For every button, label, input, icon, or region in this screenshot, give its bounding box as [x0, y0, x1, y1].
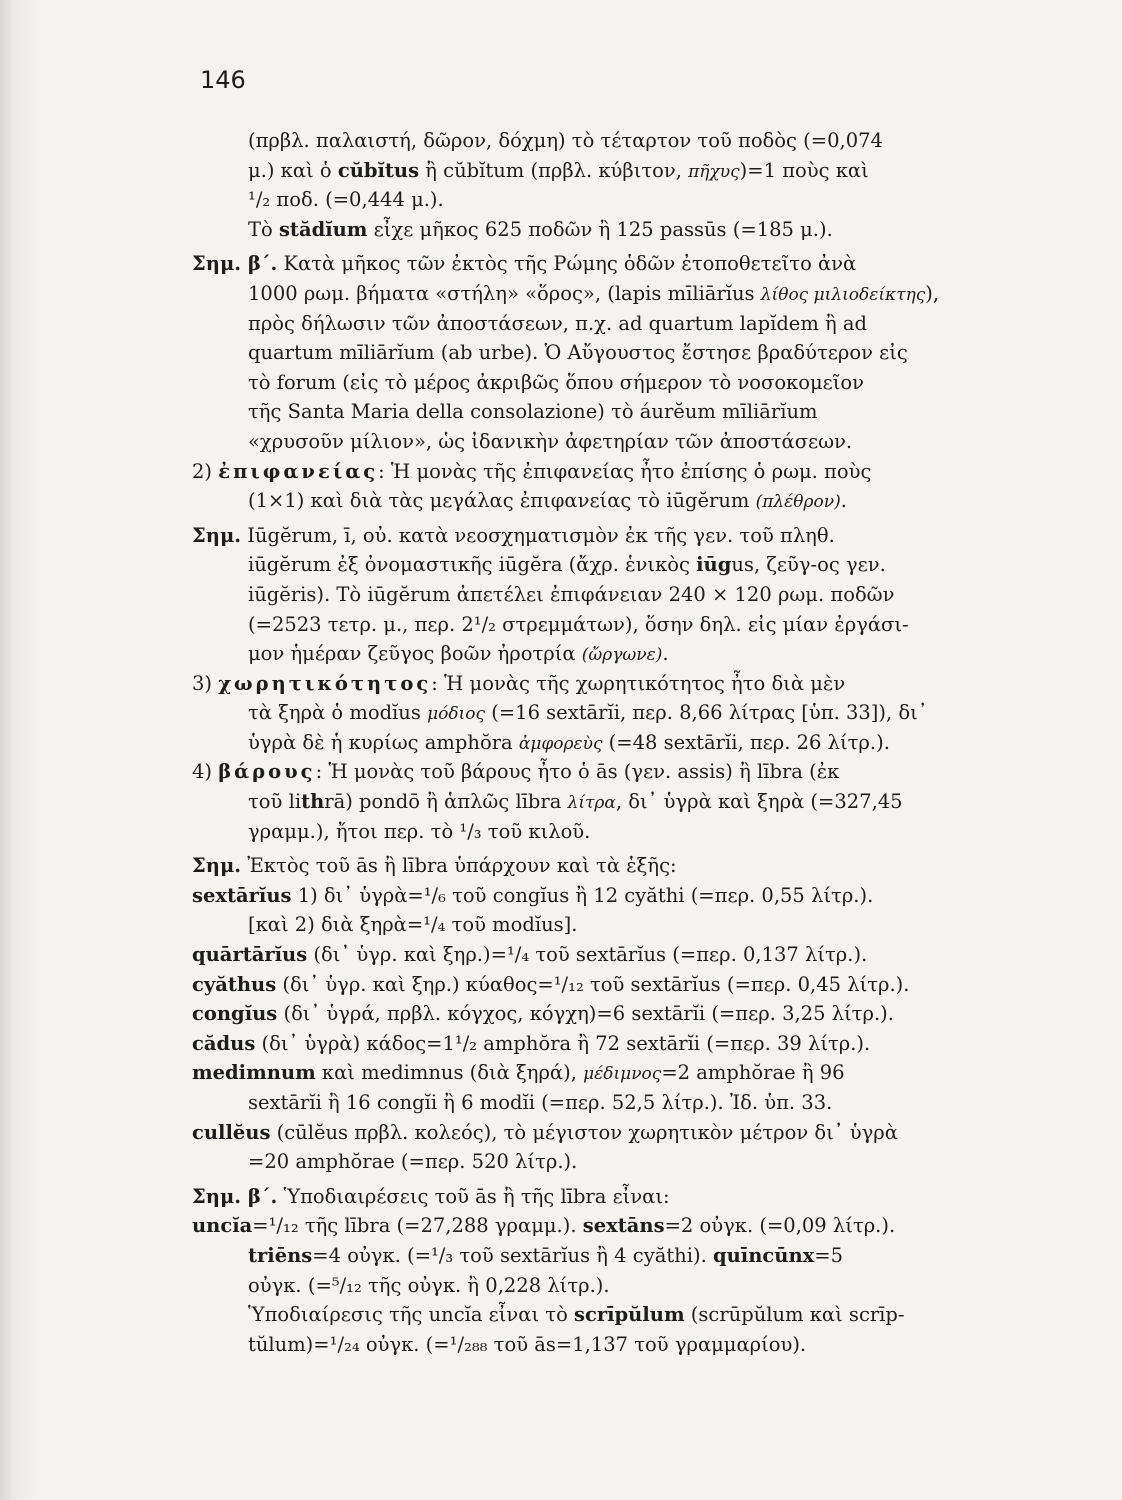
text-run: Τὸ — [248, 217, 279, 241]
text-run: ), — [925, 281, 940, 305]
text-line — [192, 156, 1072, 186]
text-run: tŭlum)=¹/₂₄ οὐγκ. (=¹/₂₈₈ τοῦ ās=1,137 τοῦ γραμμαρίου). — [248, 1332, 807, 1356]
text-line — [192, 1058, 1072, 1088]
text-run: rā) pondō ἢ ἁπλῶς lībra — [324, 790, 568, 814]
text-line — [192, 338, 1072, 368]
text-run: 3) — [192, 671, 219, 695]
text-run: : Ἡ μονὰς τοῦ βάρους ἦτο ὁ ās (γεν. assis) ἢ lībra (ἐκ — [315, 760, 840, 784]
text-run: Ὑποδιαίρεσις τῆς uncĭa εἶναι τὸ — [248, 1303, 575, 1327]
emphasis-text: quārtārĭus — [192, 943, 308, 967]
emphasis-text: scrīpŭlum — [574, 1303, 685, 1327]
text-line — [192, 698, 1072, 728]
emphasis-text: sextāns — [582, 1214, 665, 1238]
text-line — [192, 427, 1072, 457]
text-run: «χρυσοῦν μίλιον», ὡς ἰδανικὴν ἀφετηρίαν τῶν ἀποστάσεων. — [248, 429, 853, 453]
text-line — [192, 817, 1072, 847]
text-run: Κατὰ μῆκος τῶν ἐκτὸς τῆς Ρώμης ὁδῶν ἐτοποθετεῖτο ἀνὰ — [277, 252, 857, 276]
text-run: (δι᾽ ὑγρὰ) κάδος=1¹/₂ amphŏra ἢ 72 sextārĭi (=περ. 39 λίτρ.). — [255, 1031, 871, 1055]
emphasis-text: sextārĭus — [192, 883, 292, 907]
emphasis-text: πῆχυς — [688, 161, 740, 182]
emphasis-text: Σημ. β΄. — [192, 1184, 278, 1208]
emphasis-text: μέδιμνος — [583, 1064, 662, 1085]
text-run: sextārĭi ἢ 16 congĭi ἢ 6 modĭi (=περ. 52,5 λίτρ.). Ἰδ. ὑπ. 33. — [248, 1091, 833, 1114]
text-line — [192, 881, 1072, 911]
text-line — [192, 728, 1072, 758]
text-line — [192, 1300, 1072, 1330]
emphasis-text: χωρητικότητος — [218, 671, 432, 695]
text-run: (scrūpŭlum καὶ scrīp- — [684, 1303, 905, 1327]
text-run: Ἐκτὸς τοῦ ās ἢ lībra ὑπάρχουν καὶ τὰ ἑξῆς: — [241, 854, 677, 878]
text-run: ¹/₂ ποδ. (=0,444 μ.). — [248, 188, 444, 212]
text-line — [192, 457, 1072, 487]
text-run: =2 οὐγκ. (=0,09 λίτρ.). — [664, 1214, 896, 1238]
text-run: =20 amphŏrae (=περ. 520 λίτρ.). — [248, 1150, 578, 1174]
emphasis-text: (ὤργωνε) — [581, 645, 663, 666]
emphasis-text: ἀμφορεὺς — [518, 733, 603, 754]
text-line — [192, 787, 1072, 817]
text-run: 2) — [192, 459, 219, 483]
text-run: μ.) καὶ ὁ — [248, 158, 338, 182]
text-run: iūgĕrum ἐξ ὀνομαστικῆς iūgĕra (ἄχρ. ἑνικὸς — [248, 553, 697, 577]
emphasis-text: quīncūnx — [713, 1243, 815, 1267]
text-line — [192, 279, 1072, 309]
text-line — [192, 185, 1072, 215]
text-run: [καὶ 2) διὰ ξηρὰ=¹/₄ τοῦ modĭus]. — [248, 913, 578, 937]
text-line — [192, 1182, 1072, 1212]
text-run: =4 οὐγκ. (=¹/₃ τοῦ sextārĭus ἢ 4 cyăthi). — [312, 1243, 713, 1267]
text-run: γραμμ.), ἤτοι περ. τὸ ¹/₃ τοῦ κιλοῦ. — [248, 819, 591, 843]
emphasis-text: stădĭum — [278, 217, 368, 241]
text-run: . — [840, 489, 847, 513]
text-line — [192, 610, 1072, 640]
text-run: 4) — [192, 760, 219, 784]
page-text — [192, 126, 1072, 1359]
text-run: Iūgĕrum, ī, οὐ. κατὰ νεοσχηματισμὸν ἐκ τῆς γεν. τοῦ πληθ. — [241, 523, 835, 547]
emphasis-text: iūg — [696, 553, 732, 577]
text-run: τοῦ li — [248, 790, 302, 814]
text-run: (cūlĕus πρβλ. κολεός), τὸ μέγιστον χωρητικὸν μέτρον δι᾽ ὑγρὰ — [270, 1120, 898, 1144]
text-line — [192, 940, 1072, 970]
text-run: ἢ cŭbĭtum (πρβλ. κύβιτον, — [419, 158, 689, 182]
text-run: us, ζεῦγ-ος γεν. — [731, 553, 886, 577]
emphasis-text: λίτρα — [567, 793, 616, 814]
text-run: τῆς Santa Maria della consolazione) τὸ áurĕum mīliārĭum — [248, 400, 818, 424]
text-run: =¹/₁₂ τῆς lībra (=27,288 γραμμ.). — [252, 1214, 583, 1238]
text-line — [192, 215, 1072, 245]
text-line — [192, 1088, 1072, 1118]
text-line — [192, 970, 1072, 1000]
text-line — [192, 669, 1072, 699]
text-run: : Ἡ μονὰς τῆς χωρητικότητος ἦτο διὰ μὲν — [431, 671, 846, 695]
text-run: (πρβλ. παλαιστή, δῶρον, δόχμη) τὸ τέταρτον τοῦ ποδὸς (=0,074 — [248, 129, 883, 152]
emphasis-text: cădus — [192, 1031, 256, 1055]
text-run: : Ἡ μονὰς τῆς ἐπιφανείας ἦτο ἐπίσης ὁ ρωμ. ποὺς — [378, 459, 872, 483]
text-run: (=16 sextārĭi, περ. 8,66 λίτρας [ὑπ. 33]), δι᾽ — [485, 701, 928, 725]
text-line — [192, 1271, 1072, 1301]
text-run: (=48 sextārĭi, περ. 26 λίτρ.). — [602, 730, 890, 754]
emphasis-text: th — [301, 790, 325, 814]
emphasis-text: medimnum — [192, 1061, 316, 1085]
emphasis-text: (πλέθρον) — [755, 492, 841, 513]
text-run: =5 — [814, 1243, 844, 1267]
text-line — [192, 580, 1072, 610]
text-run: τὸ forum (εἰς τὸ μέρος ἀκριβῶς ὅπου σήμερον τὸ νοσοκομεῖον — [248, 370, 865, 394]
emphasis-text: cullĕus — [192, 1120, 271, 1144]
emphasis-text: λίθος μιλιοδείκτης — [760, 284, 926, 305]
text-run: . — [662, 642, 669, 666]
text-line — [192, 757, 1072, 787]
emphasis-text: Σημ. — [192, 523, 242, 547]
text-line — [192, 1029, 1072, 1059]
text-line — [192, 639, 1072, 669]
text-run: Ὑποδιαιρέσεις τοῦ ās ἢ τῆς lībra εἶναι: — [277, 1184, 670, 1208]
text-run: (δι᾽ ὑγρ. καὶ ξηρ.)=¹/₄ τοῦ sextārĭus (=περ. 0,137 λίτρ.). — [307, 943, 868, 967]
text-run: μον ἡμέραν ζεῦγος βοῶν ἠροτρία — [248, 642, 582, 666]
text-run: εἶχε μῆκος 625 ποδῶν ἢ 125 passūs (=185 μ.). — [367, 217, 833, 241]
text-run: καὶ medimnus (διὰ ξηρά), — [315, 1061, 584, 1085]
emphasis-text: cyăthus — [192, 972, 277, 996]
emphasis-text: triēns — [248, 1243, 313, 1267]
text-line — [192, 1118, 1072, 1148]
text-line — [192, 550, 1072, 580]
text-line — [192, 309, 1072, 339]
text-run: (δι᾽ ὑγρά, πρβλ. κόγχος, κόγχη)=6 sextārĭi (=περ. 3,25 λίτρ.). — [277, 1002, 894, 1026]
text-line — [192, 249, 1072, 279]
text-run: (1×1) καὶ διὰ τὰς μεγάλας ἐπιφανείας τὸ iūgĕrum — [248, 489, 756, 513]
text-run: (=2523 τετρ. μ., περ. 2¹/₂ στρεμμάτων), ὅσην δηλ. εἰς μίαν ἐργάσι- — [248, 612, 909, 636]
text-line — [192, 999, 1072, 1029]
text-run: ὑγρὰ δὲ ἡ κυρίως amphŏra — [248, 730, 519, 754]
text-run: οὐγκ. (=⁵/₁₂ τῆς οὐγκ. ἢ 0,228 λίτρ.). — [248, 1273, 610, 1297]
text-run: 1) δι᾽ ὑγρὰ=¹/₆ τοῦ congĭus ἢ 12 cyăthi (=περ. 0,55 λίτρ.). — [291, 883, 874, 907]
page-number: 146 — [200, 66, 246, 94]
text-run: τὰ ξηρὰ ὁ modĭus — [248, 701, 428, 725]
text-line — [192, 1330, 1072, 1360]
emphasis-text: ἐπιφανείας — [218, 459, 379, 483]
text-line — [192, 126, 1072, 156]
text-run: iūgĕris). Τὸ iūgĕrum ἀπετέλει ἐπιφάνειαν 240 × 120 ρωμ. ποδῶν — [248, 582, 895, 606]
emphasis-text: uncĭa — [192, 1214, 253, 1238]
text-run: =2 amphŏrae ἢ 96 — [661, 1061, 845, 1085]
text-run: )=1 ποὺς καὶ — [739, 158, 869, 182]
emphasis-text: μόδιος — [427, 704, 486, 725]
emphasis-text: βάρους — [218, 760, 316, 784]
text-line — [192, 910, 1072, 940]
emphasis-text: congĭus — [192, 1002, 278, 1026]
text-line — [192, 521, 1072, 551]
text-line — [192, 1211, 1072, 1241]
text-run: quartum mīliārĭum (ab urbe). Ὁ Αὔγουστος ἔστησε βραδύτερον εἰς — [248, 341, 908, 365]
emphasis-text: Σημ. — [192, 854, 242, 878]
text-run: 1000 ρωμ. βήματα «στήλη» «ὅρος», (lapis mīliārĭus — [248, 281, 761, 305]
text-line — [192, 1241, 1072, 1271]
text-line — [192, 1147, 1072, 1177]
text-run: (δι᾽ ὑγρ. καὶ ξηρ.) κύαθος=¹/₁₂ τοῦ sextārĭus (=περ. 0,45 λίτρ.). — [276, 972, 910, 996]
text-line — [192, 397, 1072, 427]
text-line — [192, 851, 1072, 881]
text-run: , δι᾽ ὑγρὰ καὶ ξηρὰ (=327,45 — [615, 790, 903, 814]
emphasis-text: Σημ. β΄. — [192, 252, 278, 276]
text-line — [192, 486, 1072, 516]
text-run: πρὸς δήλωσιν τῶν ἀποστάσεων, π.χ. ad quartum lapĭdem ἢ ad — [248, 311, 868, 335]
emphasis-text: cŭbĭtus — [337, 158, 420, 182]
text-line — [192, 368, 1072, 398]
